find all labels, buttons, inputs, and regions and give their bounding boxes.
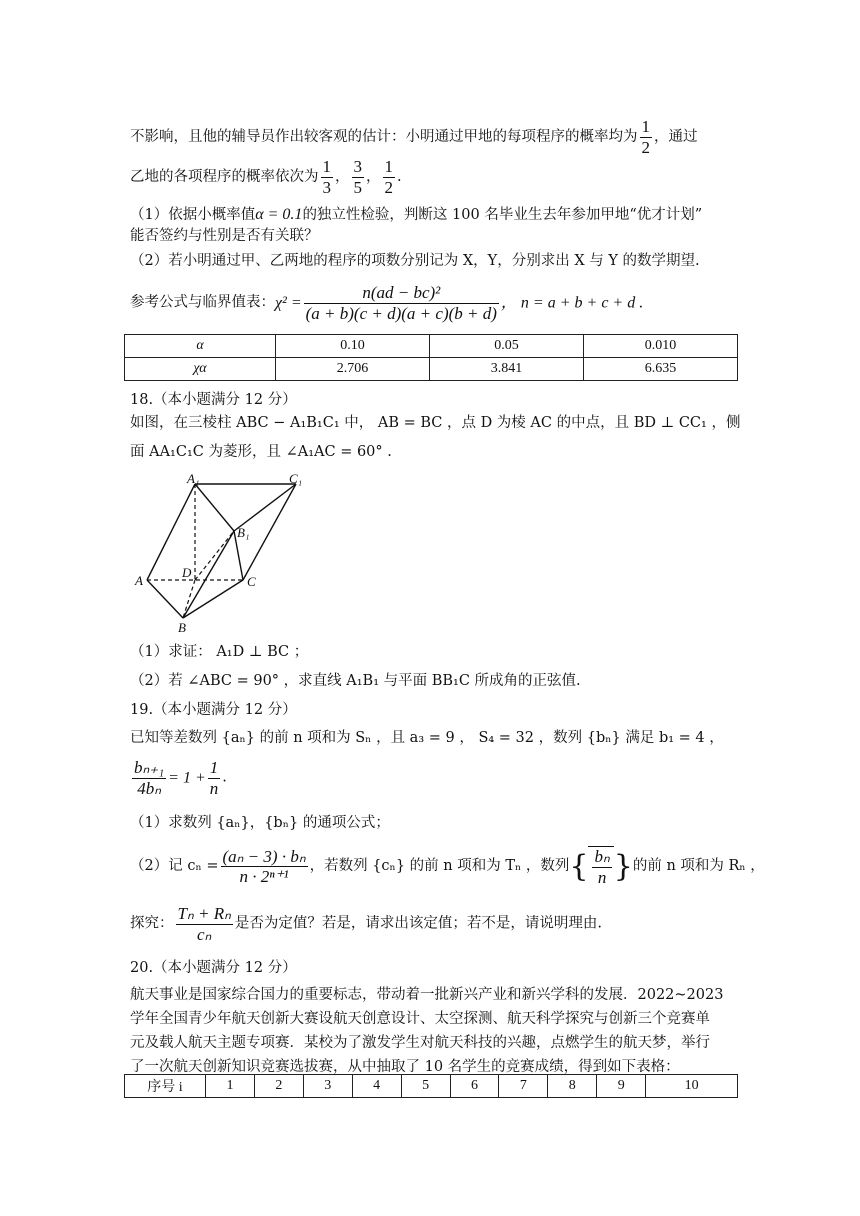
table-cell: 0.05 (430, 335, 584, 358)
frac-num: 3 (353, 157, 362, 176)
p17-q1a-post: 的独立性检验，判断这 100 名毕业生去年参加甲地“优才计划” (302, 207, 703, 223)
fraction-1-3 (321, 157, 334, 197)
chi-fraction (304, 283, 499, 323)
table-cell: α (125, 335, 276, 358)
formula-label: 参考公式与临界值表： (130, 294, 275, 311)
q3-pre: 探究： (130, 915, 174, 932)
table-row (125, 358, 738, 381)
p18-heading: 18.（本小题满分 12 分） (130, 392, 297, 408)
table-cell: 4 (352, 1075, 401, 1098)
frac-den: n (209, 778, 219, 798)
table-cell: 2 (254, 1075, 303, 1098)
fraction-1-2 (383, 157, 396, 197)
edge-a1b1 (195, 484, 234, 531)
frac-den: cₙ (197, 924, 212, 944)
n-definition: ， n = a + b + c + d . (500, 294, 644, 312)
frac-num: (aₙ − 3) · bₙ (222, 846, 306, 866)
frac-num: bₙ (594, 847, 610, 866)
table-cell: 0.010 (584, 335, 738, 358)
p20-line4: 了一次航天创新知识竞赛选拔赛，从中抽取了 10 名学生的竞赛成绩，得到如下表格： (130, 1059, 680, 1075)
q2-pre: （2）记 cₙ = (130, 857, 219, 874)
table-cell: 1 (206, 1075, 255, 1098)
p17-formula (130, 283, 643, 323)
p17-line1-tail: ，通过 (654, 129, 698, 146)
p17-line2 (130, 157, 402, 197)
prism-figure (133, 470, 303, 636)
p17-line2-head: 乙地的各项程序的概率依次为 (130, 169, 319, 186)
p20-heading: 20.（本小题满分 12 分） (130, 960, 297, 976)
edge-c1c (243, 484, 296, 580)
chi-lhs: χ² = (275, 294, 302, 312)
frac-den: 2 (641, 137, 650, 157)
table-cell: χα (125, 358, 276, 381)
chi-numerator: n(ad − bc)² (304, 283, 499, 304)
comma: ， (366, 169, 381, 186)
p17-q1a (130, 205, 702, 224)
p17-q1b: 能否签约与性别是否有关联？ (130, 228, 319, 244)
frac-den: 5 (353, 177, 362, 197)
table-cell: 3.841 (430, 358, 584, 381)
chi-denominator: (a + b)(c + d)(a + c)(b + d) (305, 303, 497, 323)
table-cell: 10 (646, 1075, 738, 1098)
edge-cb (183, 580, 243, 618)
p19-recurrence (130, 758, 227, 798)
table-row (125, 335, 738, 358)
label-b: B (178, 620, 186, 635)
period: . (397, 169, 402, 186)
frac-den: 4bₙ (137, 778, 161, 798)
label-c1: C₁ (289, 471, 303, 486)
label-a1: A₁ (187, 471, 200, 486)
q2-mid: ，若数列 {cₙ} 的前 n 项和为 Tₙ ，数列 (309, 857, 570, 874)
rec-one-over-n (208, 758, 221, 798)
critical-value-table (124, 334, 738, 381)
p19-q3 (130, 904, 602, 944)
edge-db1-dashed (195, 531, 234, 580)
brace-left: { (569, 848, 589, 884)
table-cell: 0.10 (276, 335, 430, 358)
p20-line2: 学年全国青少年航天创新大赛设航天创意设计、太空探测、航天科学探究与创新三个竞赛单 (130, 1011, 710, 1027)
label-a: A (135, 573, 143, 588)
brace-right: } (613, 848, 633, 884)
label-b1: B₁ (237, 525, 250, 540)
p18-line2: 面 AA₁C₁C 为菱形，且 ∠A₁AC = 60° . (130, 444, 392, 460)
period: . (222, 769, 227, 786)
tr-fraction (176, 904, 233, 944)
p17-q1a-pre: （1）依据小概率值 (130, 207, 256, 223)
frac-den: 2 (384, 177, 393, 197)
p18-q2: （2）若 ∠ABC = 90° ，求直线 A₁B₁ 与平面 BB₁C 所成角的正弦值. (130, 673, 581, 689)
rec-mid: = 1 + (168, 769, 206, 787)
frac-den: 3 (322, 177, 331, 197)
p17-line1-text: 不影响，且他的辅导员作出较客观的估计：小明通过甲地的每项程序的概率均为 (130, 129, 638, 146)
p17-line1 (130, 117, 698, 157)
rec-fraction (132, 758, 166, 798)
p17-q2: （2）若小明通过甲、乙两地的程序的项数分别记为 X，Y，分别求出 X 与 Y 的数学期望. (130, 253, 700, 269)
frac-num: 1 (209, 758, 219, 777)
label-c: C (247, 574, 256, 589)
comma: ， (335, 169, 350, 186)
fraction-3-5 (352, 157, 365, 197)
table-cell: 2.706 (276, 358, 430, 381)
frac-num: 1 (641, 117, 650, 136)
edge-c1b1 (234, 484, 296, 531)
table-cell: 6 (450, 1075, 499, 1098)
p19-q1: （1）求数列 {aₙ}，{bₙ} 的通项公式； (130, 815, 390, 831)
sqrt-term (588, 846, 613, 887)
p20-line3: 元及载人航天主题专项赛．某校为了激发学生对航天科技的兴趣，点燃学生的航天梦，举行 (130, 1035, 710, 1051)
p17-alpha-math: α = 0.1 (255, 206, 303, 223)
p18-q1: （1）求证： A₁D ⊥ BC ； (130, 644, 309, 660)
score-table (124, 1074, 738, 1098)
table-cell: 8 (548, 1075, 597, 1098)
p19-line1: 已知等差数列 {aₙ} 的前 n 项和为 Sₙ ，且 a₃ = 9 ， S₄ = 32 ，数列 {bₙ} 满足 b₁ = 4 ， (130, 730, 724, 746)
cn-fraction (221, 847, 308, 887)
frac-num: bₙ₊₁ (134, 758, 165, 777)
table-cell: 3 (303, 1075, 352, 1098)
table-cell: 7 (499, 1075, 548, 1098)
table-cell: 9 (597, 1075, 646, 1098)
p19-q2 (130, 846, 765, 887)
p18-line1: 如图，在三棱柱 ABC − A₁B₁C₁ 中， AB = BC ，点 D 为棱 AC 的中点，且 BD ⊥ CC₁ ，侧 (130, 415, 741, 431)
label-d: D (182, 565, 192, 580)
p19-heading: 19.（本小题满分 12 分） (130, 702, 297, 718)
q3-post: 是否为定值？若是，请求出该定值；若不是，请说明理由. (234, 915, 602, 932)
frac-num: 1 (322, 157, 331, 176)
p20-line1: 航天事业是国家综合国力的重要标志，带动着一批新兴产业和新兴学科的发展．2022~2023 (130, 987, 724, 1003)
table-cell: 序号 i (125, 1075, 206, 1098)
fraction-half (640, 117, 653, 157)
q2-post: 的前 n 项和为 Rₙ ， (632, 857, 765, 874)
table-cell: 5 (401, 1075, 450, 1098)
table-row (125, 1075, 738, 1098)
frac-den: n · 2ⁿ⁺¹ (239, 867, 289, 887)
sqrt-fraction (592, 847, 611, 887)
table-cell: 6.635 (584, 358, 738, 381)
frac-num: Tₙ + Rₙ (177, 904, 231, 923)
frac-num: 1 (384, 157, 393, 176)
edge-ab (147, 580, 183, 618)
frac-den: n (597, 867, 607, 887)
